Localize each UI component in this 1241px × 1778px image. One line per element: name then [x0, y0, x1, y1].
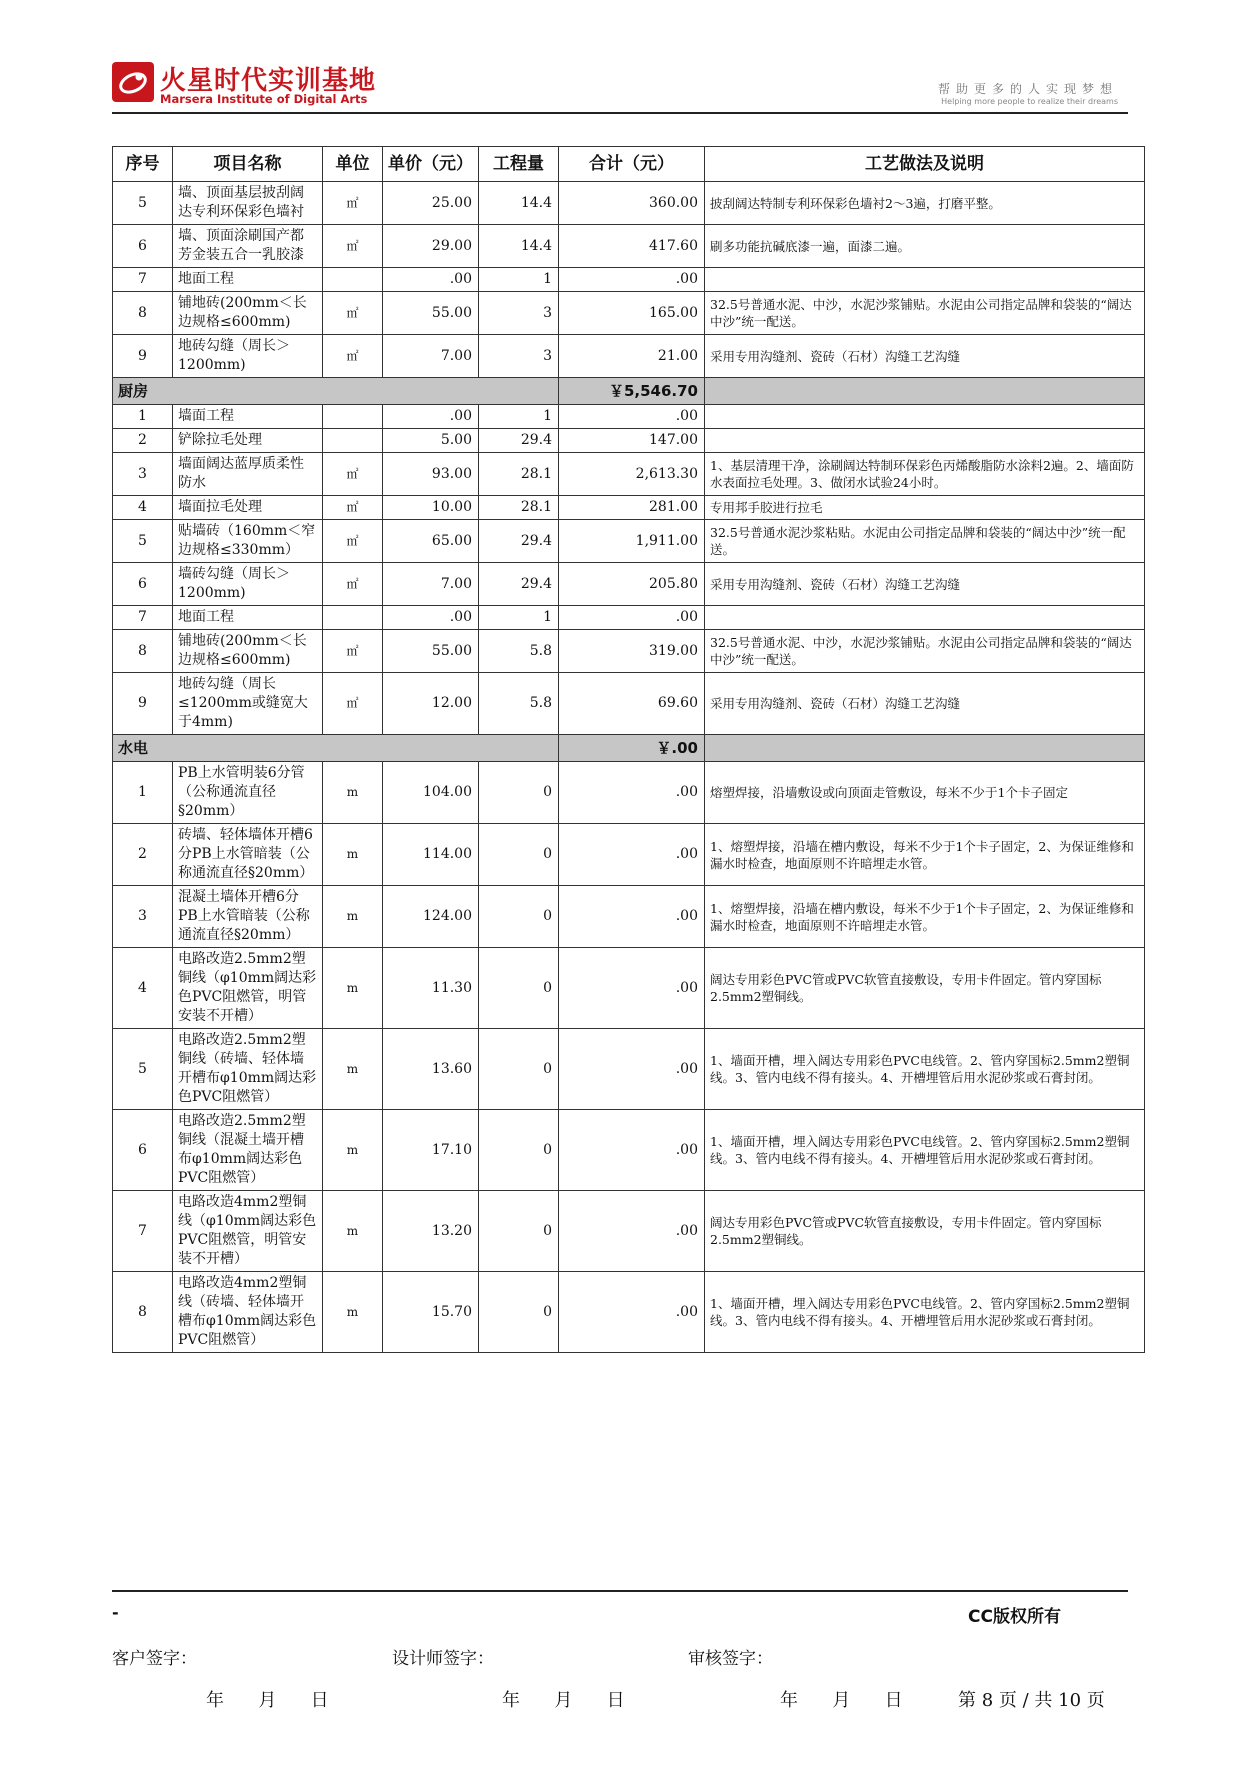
row-unit-price: 15.70 [383, 1272, 479, 1353]
table-row [113, 429, 1145, 453]
table-row [113, 886, 1145, 948]
row-total: .00 [559, 268, 705, 292]
row-quantity: 29.4 [479, 563, 559, 606]
row-unit: ㎡ [323, 630, 383, 673]
row-item-name: 墙、顶面基层披刮阔达专利环保彩色墙衬 [173, 182, 323, 225]
table-row [113, 1272, 1145, 1353]
row-unit-price: 114.00 [383, 824, 479, 886]
row-quantity: 28.1 [479, 496, 559, 520]
row-item-name: 电路改造2.5mm2塑铜线（φ10mm阔达彩色PVC阻燃管，明管安装不开槽） [173, 948, 323, 1029]
row-description: 1、熔塑焊接，沿墙在槽内敷设，每米不少于1个卡子固定，2、为保证维修和漏水时检查，地面原则不许暗埋走水管。 [705, 886, 1145, 948]
row-seq: 9 [113, 335, 173, 378]
row-seq: 8 [113, 292, 173, 335]
table-row [113, 948, 1145, 1029]
row-unit: ㎡ [323, 673, 383, 735]
row-description: 采用专用沟缝剂、瓷砖（石材）沟缝工艺沟缝 [705, 673, 1145, 735]
row-description: 专用邦手胶进行拉毛 [705, 496, 1145, 520]
row-item-name: 电路改造4mm2塑铜线（φ10mm阔达彩色PVC阻燃管，明管安装不开槽） [173, 1191, 323, 1272]
row-item-name: 地面工程 [173, 606, 323, 630]
row-quantity: 1 [479, 405, 559, 429]
section-title: 水电 [113, 735, 559, 762]
row-description: 1、墙面开槽，埋入阔达专用彩色PVC电线管。2、管内穿国标2.5mm2塑铜线。3、管内电线不得有接头。4、开槽埋管后用水泥砂浆或石膏封闭。 [705, 1110, 1145, 1191]
row-unit: m [323, 1110, 383, 1191]
row-seq: 2 [113, 824, 173, 886]
row-unit: m [323, 824, 383, 886]
row-total: .00 [559, 606, 705, 630]
row-item-name: 墙、顶面涂刷国产都芳金装五合一乳胶漆 [173, 225, 323, 268]
row-quantity: 29.4 [479, 429, 559, 453]
row-unit: ㎡ [323, 225, 383, 268]
row-unit [323, 606, 383, 630]
table-row [113, 762, 1145, 824]
column-header: 工艺做法及说明 [705, 147, 1145, 182]
row-total: 147.00 [559, 429, 705, 453]
table-row [113, 1029, 1145, 1110]
row-description: 1、熔塑焊接，沿墙在槽内敷设，每米不少于1个卡子固定，2、为保证维修和漏水时检查，地面原则不许暗埋走水管。 [705, 824, 1145, 886]
section-blank [705, 735, 1145, 762]
row-description: 1、墙面开槽，埋入阔达专用彩色PVC电线管。2、管内穿国标2.5mm2塑铜线。3、管内电线不得有接头。4、开槽埋管后用水泥砂浆或石膏封闭。 [705, 1029, 1145, 1110]
row-unit-price: 7.00 [383, 563, 479, 606]
row-quantity: 0 [479, 824, 559, 886]
row-unit: ㎡ [323, 496, 383, 520]
row-seq: 5 [113, 1029, 173, 1110]
row-unit-price: 11.30 [383, 948, 479, 1029]
row-unit [323, 429, 383, 453]
row-seq: 7 [113, 1191, 173, 1272]
row-unit [323, 268, 383, 292]
row-total: 21.00 [559, 335, 705, 378]
row-item-name: 电路改造4mm2塑铜线（砖墙、轻体墙开槽布φ10mm阔达彩色PVC阻燃管） [173, 1272, 323, 1353]
table-body [113, 182, 1145, 1353]
row-description [705, 606, 1145, 630]
row-quantity: 1 [479, 606, 559, 630]
row-item-name: 砖墙、轻体墙体开槽6分PB上水管暗装（公称通流直径§20mm） [173, 824, 323, 886]
copyright-text: CC版权所有 [968, 1607, 1061, 1627]
row-seq: 9 [113, 673, 173, 735]
row-description [705, 429, 1145, 453]
row-seq: 8 [113, 1272, 173, 1353]
row-total: 417.60 [559, 225, 705, 268]
row-unit-price: 93.00 [383, 453, 479, 496]
row-total: 205.80 [559, 563, 705, 606]
row-unit: m [323, 1029, 383, 1110]
row-total: .00 [559, 1110, 705, 1191]
row-total: 69.60 [559, 673, 705, 735]
page-number: 第 8 页 / 共 10 页 [958, 1690, 1105, 1711]
table-row [113, 496, 1145, 520]
row-description [705, 405, 1145, 429]
table-row [113, 673, 1145, 735]
table-row [113, 292, 1145, 335]
row-quantity: 5.8 [479, 673, 559, 735]
designer-signature-label: 设计师签字： [392, 1649, 494, 1669]
designer-date: 年 月 日 [502, 1690, 625, 1711]
row-total: .00 [559, 886, 705, 948]
row-quantity: 3 [479, 335, 559, 378]
row-total: .00 [559, 1191, 705, 1272]
row-seq: 7 [113, 268, 173, 292]
row-quantity: 14.4 [479, 182, 559, 225]
row-unit-price: .00 [383, 405, 479, 429]
row-unit: ㎡ [323, 563, 383, 606]
row-unit-price: 5.00 [383, 429, 479, 453]
section-row [113, 735, 1145, 762]
customer-date: 年 月 日 [206, 1690, 329, 1711]
column-header: 序号 [113, 147, 173, 182]
section-row [113, 378, 1145, 405]
row-item-name: 铺地砖(200mm＜长边规格≤600mm) [173, 292, 323, 335]
row-description: 采用专用沟缝剂、瓷砖（石材）沟缝工艺沟缝 [705, 335, 1145, 378]
row-quantity: 0 [479, 1272, 559, 1353]
row-seq: 5 [113, 182, 173, 225]
row-unit: ㎡ [323, 292, 383, 335]
row-seq: 2 [113, 429, 173, 453]
row-unit-price: 65.00 [383, 520, 479, 563]
table-row [113, 606, 1145, 630]
row-description: 阔达专用彩色PVC管或PVC软管直接敷设，专用卡件固定。管内穿国标2.5mm2塑铜线。 [705, 948, 1145, 1029]
row-seq: 1 [113, 762, 173, 824]
row-seq: 4 [113, 496, 173, 520]
row-unit-price: 7.00 [383, 335, 479, 378]
row-unit-price: 55.00 [383, 292, 479, 335]
section-total: ￥5,546.70 [559, 378, 705, 405]
row-unit: m [323, 1272, 383, 1353]
row-description: 32.5号普通水泥沙浆粘贴。水泥由公司指定品牌和袋装的“阔达中沙”统一配送。 [705, 520, 1145, 563]
row-item-name: 混凝土墙体开槽6分PB上水管暗装（公称通流直径§20mm） [173, 886, 323, 948]
row-total: .00 [559, 405, 705, 429]
row-unit: ㎡ [323, 520, 383, 563]
row-unit: m [323, 762, 383, 824]
section-title: 厨房 [113, 378, 559, 405]
row-unit: ㎡ [323, 453, 383, 496]
row-item-name: 铺地砖(200mm＜长边规格≤600mm) [173, 630, 323, 673]
section-total: ￥.00 [559, 735, 705, 762]
row-item-name: 墙砖勾缝（周长＞1200mm) [173, 563, 323, 606]
row-unit-price: 29.00 [383, 225, 479, 268]
row-description: 采用专用沟缝剂、瓷砖（石材）沟缝工艺沟缝 [705, 563, 1145, 606]
slogan-english: Helping more people to realize their dreams [941, 97, 1118, 106]
row-total: 1,911.00 [559, 520, 705, 563]
row-description: 披刮阔达特制专利环保彩色墙衬2～3遍，打磨平整。 [705, 182, 1145, 225]
row-unit: m [323, 886, 383, 948]
row-unit-price: 55.00 [383, 630, 479, 673]
table-header-row [113, 147, 1145, 182]
row-item-name: 墙面工程 [173, 405, 323, 429]
row-seq: 6 [113, 1110, 173, 1191]
column-header: 项目名称 [173, 147, 323, 182]
row-seq: 3 [113, 886, 173, 948]
row-total: .00 [559, 948, 705, 1029]
table-row [113, 405, 1145, 429]
row-seq: 6 [113, 563, 173, 606]
row-description: 1、基层清理干净，涂刷阔达特制环保彩色丙烯酸脂防水涂料2遍。2、墙面防水表面拉毛处理。3、做闭水试验24小时。 [705, 453, 1145, 496]
row-unit-price: .00 [383, 606, 479, 630]
row-unit: ㎡ [323, 182, 383, 225]
row-item-name: 铲除拉毛处理 [173, 429, 323, 453]
row-description: 1、墙面开槽，埋入阔达专用彩色PVC电线管。2、管内穿国标2.5mm2塑铜线。3、管内电线不得有接头。4、开槽埋管后用水泥砂浆或石膏封闭。 [705, 1272, 1145, 1353]
marsera-logo-icon [112, 62, 154, 102]
customer-signature-label: 客户签字： [112, 1649, 197, 1669]
quotation-table [112, 146, 1145, 1353]
table-row [113, 563, 1145, 606]
logo-chinese-name: 火星时代实训基地 [160, 66, 377, 96]
table-row [113, 1191, 1145, 1272]
reviewer-signature-label: 审核签字： [688, 1649, 773, 1669]
table-row [113, 182, 1145, 225]
row-quantity: 0 [479, 1029, 559, 1110]
row-unit: m [323, 948, 383, 1029]
row-quantity: 0 [479, 762, 559, 824]
row-item-name: 电路改造2.5mm2塑铜线（混凝土墙开槽布φ10mm阔达彩色PVC阻燃管） [173, 1110, 323, 1191]
table-row [113, 630, 1145, 673]
logo-english-name: Marsera Institute of Digital Arts [160, 92, 368, 106]
column-header: 单位 [323, 147, 383, 182]
row-total: 2,613.30 [559, 453, 705, 496]
table-row [113, 453, 1145, 496]
row-item-name: PB上水管明装6分管（公称通流直径§20mm） [173, 762, 323, 824]
table-row [113, 335, 1145, 378]
row-item-name: 电路改造2.5mm2塑铜线（砖墙、轻体墙开槽布φ10mm阔达彩色PVC阻燃管） [173, 1029, 323, 1110]
row-quantity: 1 [479, 268, 559, 292]
row-total: .00 [559, 1029, 705, 1110]
row-unit-price: 124.00 [383, 886, 479, 948]
row-quantity: 0 [479, 1110, 559, 1191]
row-description [705, 268, 1145, 292]
row-description: 32.5号普通水泥、中沙，水泥沙浆铺贴。水泥由公司指定品牌和袋装的“阔达中沙”统一配送。 [705, 630, 1145, 673]
row-unit-price: 13.60 [383, 1029, 479, 1110]
row-total: .00 [559, 824, 705, 886]
row-quantity: 0 [479, 886, 559, 948]
row-seq: 8 [113, 630, 173, 673]
row-quantity: 5.8 [479, 630, 559, 673]
section-blank [705, 378, 1145, 405]
table-row [113, 520, 1145, 563]
row-description: 阔达专用彩色PVC管或PVC软管直接敷设，专用卡件固定。管内穿国标2.5mm2塑铜线。 [705, 1191, 1145, 1272]
row-seq: 4 [113, 948, 173, 1029]
row-item-name: 贴墙砖（160mm＜窄边规格≤330mm） [173, 520, 323, 563]
row-item-name: 地面工程 [173, 268, 323, 292]
row-description: 刷多功能抗碱底漆一遍，面漆二遍。 [705, 225, 1145, 268]
table-row [113, 225, 1145, 268]
row-item-name: 墙面拉毛处理 [173, 496, 323, 520]
row-description: 32.5号普通水泥、中沙，水泥沙浆铺贴。水泥由公司指定品牌和袋装的“阔达中沙”统一配送。 [705, 292, 1145, 335]
row-unit-price: 17.10 [383, 1110, 479, 1191]
row-unit-price: 25.00 [383, 182, 479, 225]
row-unit: m [323, 1191, 383, 1272]
row-unit-price: .00 [383, 268, 479, 292]
row-quantity: 14.4 [479, 225, 559, 268]
header-divider [112, 112, 1128, 114]
row-item-name: 地砖勾缝（周长＞1200mm) [173, 335, 323, 378]
row-total: 281.00 [559, 496, 705, 520]
row-seq: 6 [113, 225, 173, 268]
row-unit: ㎡ [323, 335, 383, 378]
row-unit-price: 13.20 [383, 1191, 479, 1272]
row-quantity: 0 [479, 948, 559, 1029]
row-total: .00 [559, 762, 705, 824]
table-row [113, 1110, 1145, 1191]
row-seq: 5 [113, 520, 173, 563]
slogan-chinese: 帮助更多的人实现梦想 [937, 82, 1118, 96]
row-seq: 7 [113, 606, 173, 630]
row-seq: 3 [113, 453, 173, 496]
table-row [113, 824, 1145, 886]
row-total: 360.00 [559, 182, 705, 225]
row-unit-price: 12.00 [383, 673, 479, 735]
row-quantity: 3 [479, 292, 559, 335]
row-unit-price: 104.00 [383, 762, 479, 824]
reviewer-date: 年 月 日 [780, 1690, 903, 1711]
row-total: .00 [559, 1272, 705, 1353]
column-header: 单价（元） [383, 147, 479, 182]
page-header [112, 58, 1128, 116]
column-header: 合计（元） [559, 147, 705, 182]
footer-divider [112, 1590, 1128, 1592]
column-header: 工程量 [479, 147, 559, 182]
footer-dash: - [112, 1603, 119, 1622]
row-quantity: 29.4 [479, 520, 559, 563]
row-item-name: 墙面阔达蓝厚质柔性防水 [173, 453, 323, 496]
row-quantity: 0 [479, 1191, 559, 1272]
row-seq: 1 [113, 405, 173, 429]
row-unit-price: 10.00 [383, 496, 479, 520]
row-quantity: 28.1 [479, 453, 559, 496]
row-unit [323, 405, 383, 429]
row-total: 319.00 [559, 630, 705, 673]
table-row [113, 268, 1145, 292]
row-total: 165.00 [559, 292, 705, 335]
row-description: 熔塑焊接，沿墙敷设或向顶面走管敷设，每米不少于1个卡子固定 [705, 762, 1145, 824]
row-item-name: 地砖勾缝（周长≤1200mm或缝宽大于4mm) [173, 673, 323, 735]
